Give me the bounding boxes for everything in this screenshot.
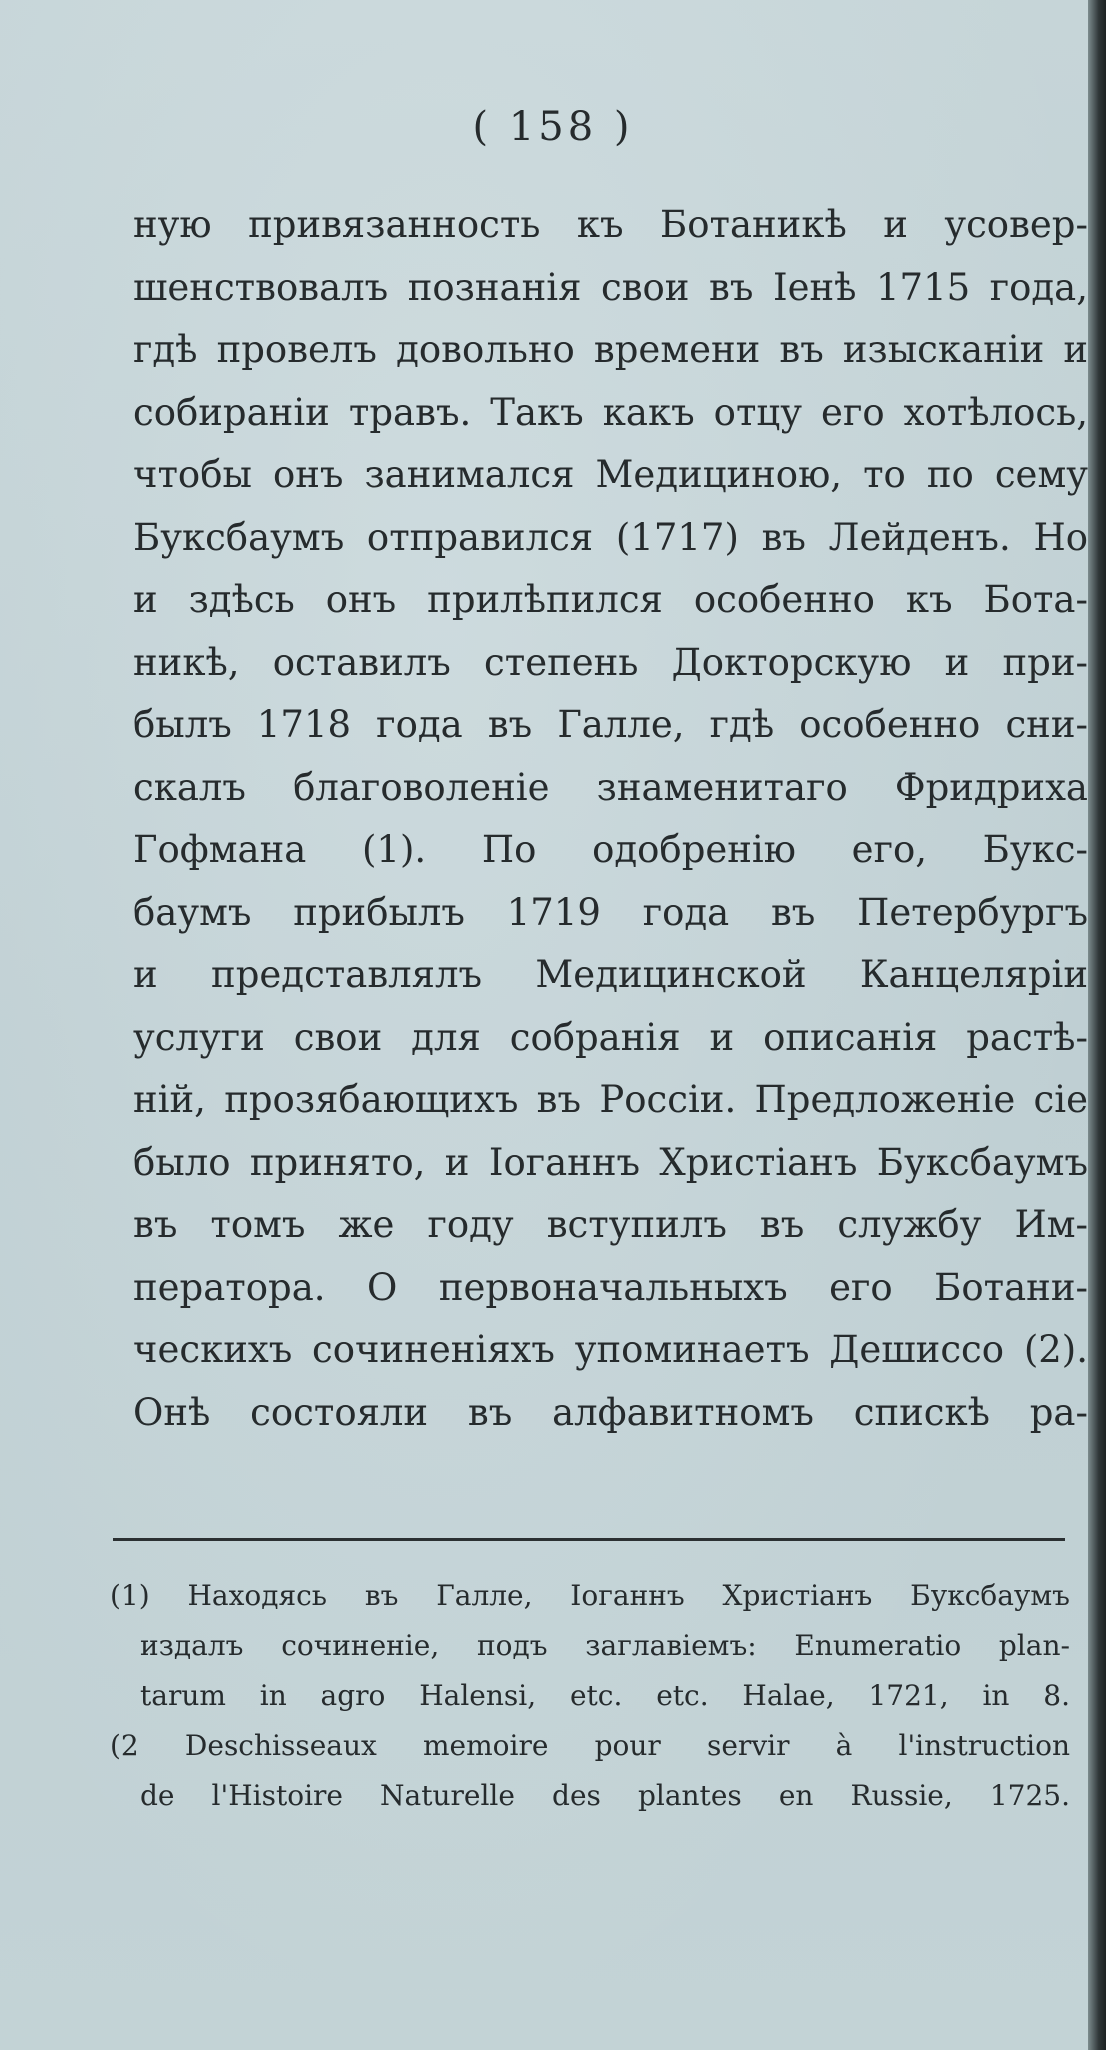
text-line: Буксбаумъ отправился (1717) въ Лейденъ. Но: [133, 515, 1088, 559]
text-line: услуги свои для собранія и описанія растѣ-: [133, 1015, 1088, 1059]
footnote-line: (2 Deschisseaux memoire pour servir à l'instruction: [110, 1729, 1070, 1762]
footnote-line: издалъ сочиненіе, подъ заглавіемъ: Enumeratio plan-: [140, 1629, 1070, 1662]
page-binding-edge: [1088, 0, 1106, 2050]
text-line: и здѣсь онъ прилѣпился особенно къ Бота-: [133, 578, 1088, 621]
footnote-line: tarum in agro Halensi, etc. etc. Halae, 1721, in 8.: [140, 1679, 1070, 1712]
footnote-line: de l'Histoire Naturelle des plantes en Russie, 1725.: [140, 1779, 1070, 1812]
footnote-line: (1) Находясь въ Галле, Іоганнъ Христіанъ Буксбаумъ: [110, 1579, 1070, 1612]
text-line: скалъ благоволеніе знаменитаго Фридриха: [133, 765, 1088, 809]
text-line: шенствовалъ познанія свои въ Іенѣ 1715 года,: [133, 265, 1088, 309]
text-line: Гофмана (1). По одобренію его, Букс-: [133, 828, 1088, 871]
text-line: и представлялъ Медицинской Канцеляріи: [133, 953, 1088, 996]
text-line: баумъ прибылъ 1719 года въ Петербургъ: [133, 890, 1088, 934]
footnote-separator: [113, 1538, 1065, 1541]
text-line: въ томъ же году вступилъ въ службу Им-: [133, 1203, 1088, 1246]
main-text: [133, 194, 1088, 1444]
text-line: никѣ, оставилъ степень Докторскую и при-: [133, 640, 1088, 684]
text-line: было принято, и Іоганнъ Христіанъ Буксбаумъ: [133, 1140, 1088, 1184]
text-line: собираніи травъ. Такъ какъ отцу его хотѣлось,: [133, 390, 1088, 434]
text-line: ній, прозябающихъ въ Россіи. Предложеніе сіе: [133, 1078, 1088, 1121]
text-line: былъ 1718 года въ Галле, гдѣ особенно сни-: [133, 703, 1088, 746]
footnotes: [110, 1571, 1070, 1821]
text-line: чтобы онъ занимался Медициною, то по сему: [133, 453, 1088, 496]
page-number: ( 158 ): [472, 104, 634, 150]
text-line: ную привязанность къ Ботаникѣ и усовер-: [133, 203, 1088, 246]
text-line: ческихъ сочиненіяхъ упоминаетъ Дешиссо (2).: [133, 1328, 1088, 1371]
text-line: ператора. О первоначальныхъ его Ботани-: [133, 1265, 1088, 1309]
text-line: гдѣ провелъ довольно времени въ изысканіи и: [133, 328, 1088, 371]
text-line: Онѣ состояли въ алфавитномъ спискѣ ра-: [133, 1390, 1088, 1434]
